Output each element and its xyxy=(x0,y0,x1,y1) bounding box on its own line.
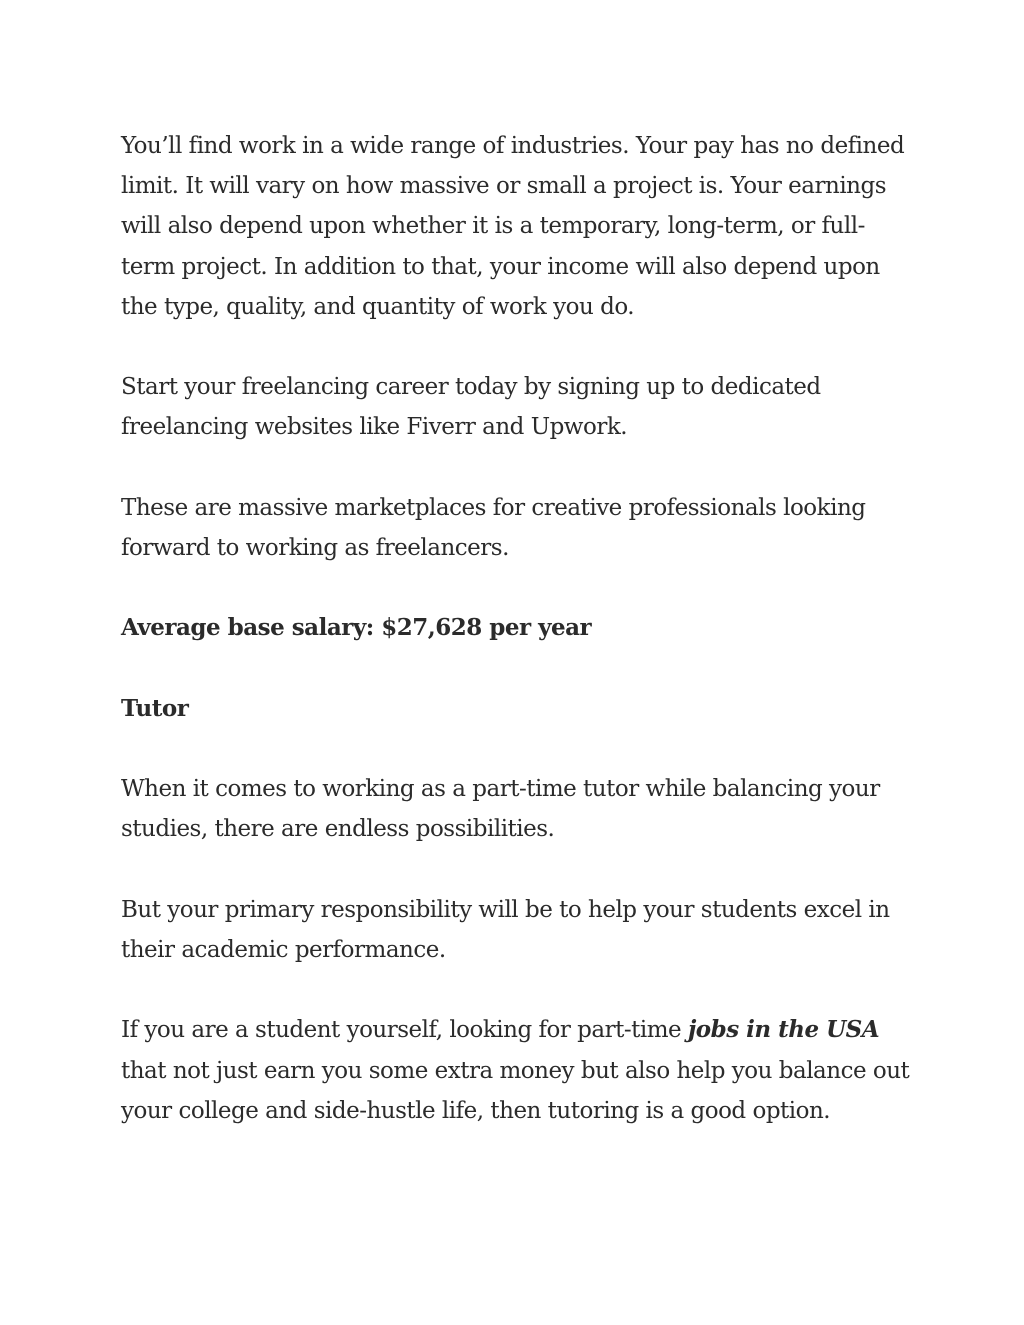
paragraph-tutor-responsibility: But your primary responsibility will be to help your students excel in their academic performance. xyxy=(121,896,890,963)
paragraph-start-freelancing: Start your freelancing career today by signing up to dedicated freelancing websites like Fiverr and Upwork. xyxy=(121,374,821,441)
section-heading-tutor: Tutor xyxy=(121,694,189,722)
document-page xyxy=(121,126,911,1171)
paragraph-tutor-option xyxy=(121,1010,911,1131)
paragraph-tutor-intro: When it comes to working as a part-time tutor while balancing your studies, there are endless possibilities. xyxy=(121,776,880,843)
paragraph-work-range: You’ll find work in a wide range of industries. Your pay has no defined limit. It will vary on how massive or small a project is. Your earnings will also depend upon whether it is a temporary, long-term, or full-term project. In addition to that, your income will also depend upon the type, quality, and quantity of work you do. xyxy=(121,133,905,320)
paragraph-text-after-emphasis: that not just earn you some extra money but also help you balance out your college and side-hustle life, then tutoring is a good option. xyxy=(121,1057,910,1124)
paragraph-text-before-emphasis: If you are a student yourself, looking for part-time xyxy=(121,1017,688,1044)
salary-line: Average base salary: $27,628 per year xyxy=(121,614,592,642)
paragraph-marketplaces: These are massive marketplaces for creative professionals looking forward to working as freelancers. xyxy=(121,494,866,561)
emphasis-jobs-in-usa: jobs in the USA xyxy=(687,1016,880,1044)
